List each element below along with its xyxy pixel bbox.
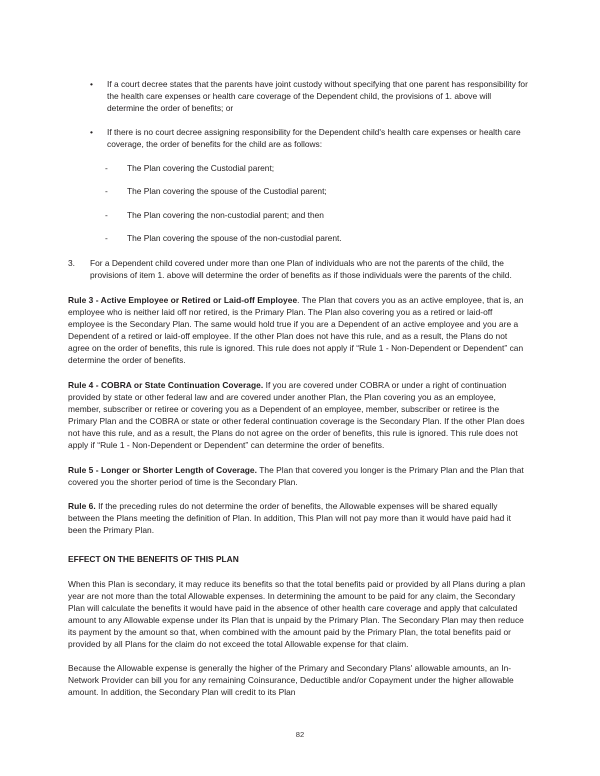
list-item [68, 162, 530, 174]
dash-icon: - [105, 232, 108, 243]
bullet-icon: • [90, 79, 93, 89]
rule-5-paragraph [68, 464, 530, 488]
rule-3-title: Rule 3 - Active Employee or Retired or Laid-off Employee [68, 294, 298, 305]
list-number: 3. [68, 258, 75, 269]
list-item [68, 209, 530, 221]
list-item-text: If a court decree states that the parents have joint custody without specifying that one parent has responsibility for the health care expenses or health care coverage of the Dependent child, the provisions of 1. above will determine the order of benefits; or [107, 79, 528, 114]
page-number: 82 [295, 730, 305, 739]
rule-4-paragraph [68, 379, 530, 451]
list-item-text: The Plan covering the spouse of the non-custodial parent. [127, 232, 342, 243]
bullet-icon: • [90, 127, 93, 138]
list-item [68, 232, 530, 244]
rule-4-body: If you are covered under COBRA or under a right of continuation provided by state or other federal law and are covered under another Plan, the Plan covering you as an employee, member, subscriber or retiree or covering you as a Dependent of an employee, member, subscriber or retiree is the Primary Plan and the COBRA or state or other federal continuation coverage is the Secondary Plan. If the other Plan does not have this rule, and as a result, the Plans do not agree on the order of benefits, this rule is ignored. This rule does not apply if “Rule 1 - Non-Dependent or Dependent” can determine the order of benefits. [68, 379, 525, 450]
rule-6-paragraph [68, 500, 530, 536]
list-item-text: If there is no court decree assigning responsibility for the Dependent child's health care expenses or health care coverage, the order of benefits for the child are as follows: [107, 127, 521, 150]
list-item-text: For a Dependent child covered under more than one Plan of individuals who are not the parents of the child, the provisions of item 1. above will determine the order of benefits as if those individuals were the parents of the child. [90, 258, 512, 281]
list-item-text: The Plan covering the non-custodial parent; and then [127, 209, 324, 220]
rule-4-title: Rule 4 - COBRA or State Continuation Coverage. [68, 379, 264, 390]
rule-6-body: If the preceding rules do not determine the order of benefits, the Allowable expenses will be shared equally between the Plans meeting the definition of Plan. In addition, This Plan will not pay more than it would have paid had it been the Primary Plan. [68, 501, 512, 536]
rule-5-title: Rule 5 - Longer or Shorter Length of Coverage. [68, 464, 257, 475]
list-item [68, 126, 530, 150]
list-item-text: The Plan covering the spouse of the Custodial parent; [127, 186, 327, 197]
rule-6-title: Rule 6. [68, 501, 96, 512]
section-heading: EFFECT ON THE BENEFITS OF THIS PLAN [68, 553, 239, 564]
section-paragraph-1: When this Plan is secondary, it may reduce its benefits so that the total benefits paid or provided by all Plans during a plan year are not more than the total Allowable expenses. In determining the amount to be paid for any claim, the Secondary Plan will calculate the benefits it would have paid in the absence of other health care coverage and apply that calculated amount to any Allowable expense under its Plan that is unpaid by the Primary Plan. The Secondary Plan may then reduce its payment by the amount so that, when combined with the amount paid by the Primary Plan, the total benefits paid or provided by all Plans for the claim do not exceed the total Allowable expense for that claim. [68, 578, 526, 649]
rule-3-body: . The Plan that covers you as an active employee, that is, an employee who is neither laid off nor retired, is the Primary Plan. The Plan also covering you as a retired or laid-off employee is the Secondary Plan. The same would hold true if you are a Dependent of an active employee and you are a Dependent of a retired or laid-off employee. If the other Plan does not have this rule, and as a result, the Plans do not agree on the order of benefits, this rule is ignored. This rule does not apply if “Rule 1 - Non-Dependent or Dependent” can determine the order of benefits. [68, 294, 524, 366]
section-paragraph-2: Because the Allowable expense is generally the higher of the Primary and Secondary Plans' allowable amounts, an In-Network Provider can bill you for any remaining Coinsurance, Deductible and/or Copayment under the higher allowable amount. In addition, the Secondary Plan will credit to its Plan [68, 663, 514, 698]
page-content [68, 78, 530, 699]
list-item [68, 185, 530, 197]
dash-icon: - [105, 186, 108, 197]
rule-3-paragraph [68, 294, 530, 366]
list-item-text: The Plan covering the Custodial parent; [127, 163, 275, 174]
list-item [68, 257, 530, 281]
rule-5-body: The Plan that covered you longer is the Primary Plan and the Plan that covered you the shorter period of time is the Secondary Plan. [68, 464, 524, 487]
custody-bullet-list [68, 78, 530, 150]
numbered-list [68, 257, 530, 281]
dash-icon: - [105, 209, 108, 220]
order-of-benefits-sublist [68, 162, 530, 243]
list-item [68, 78, 530, 114]
dash-icon: - [105, 163, 108, 174]
